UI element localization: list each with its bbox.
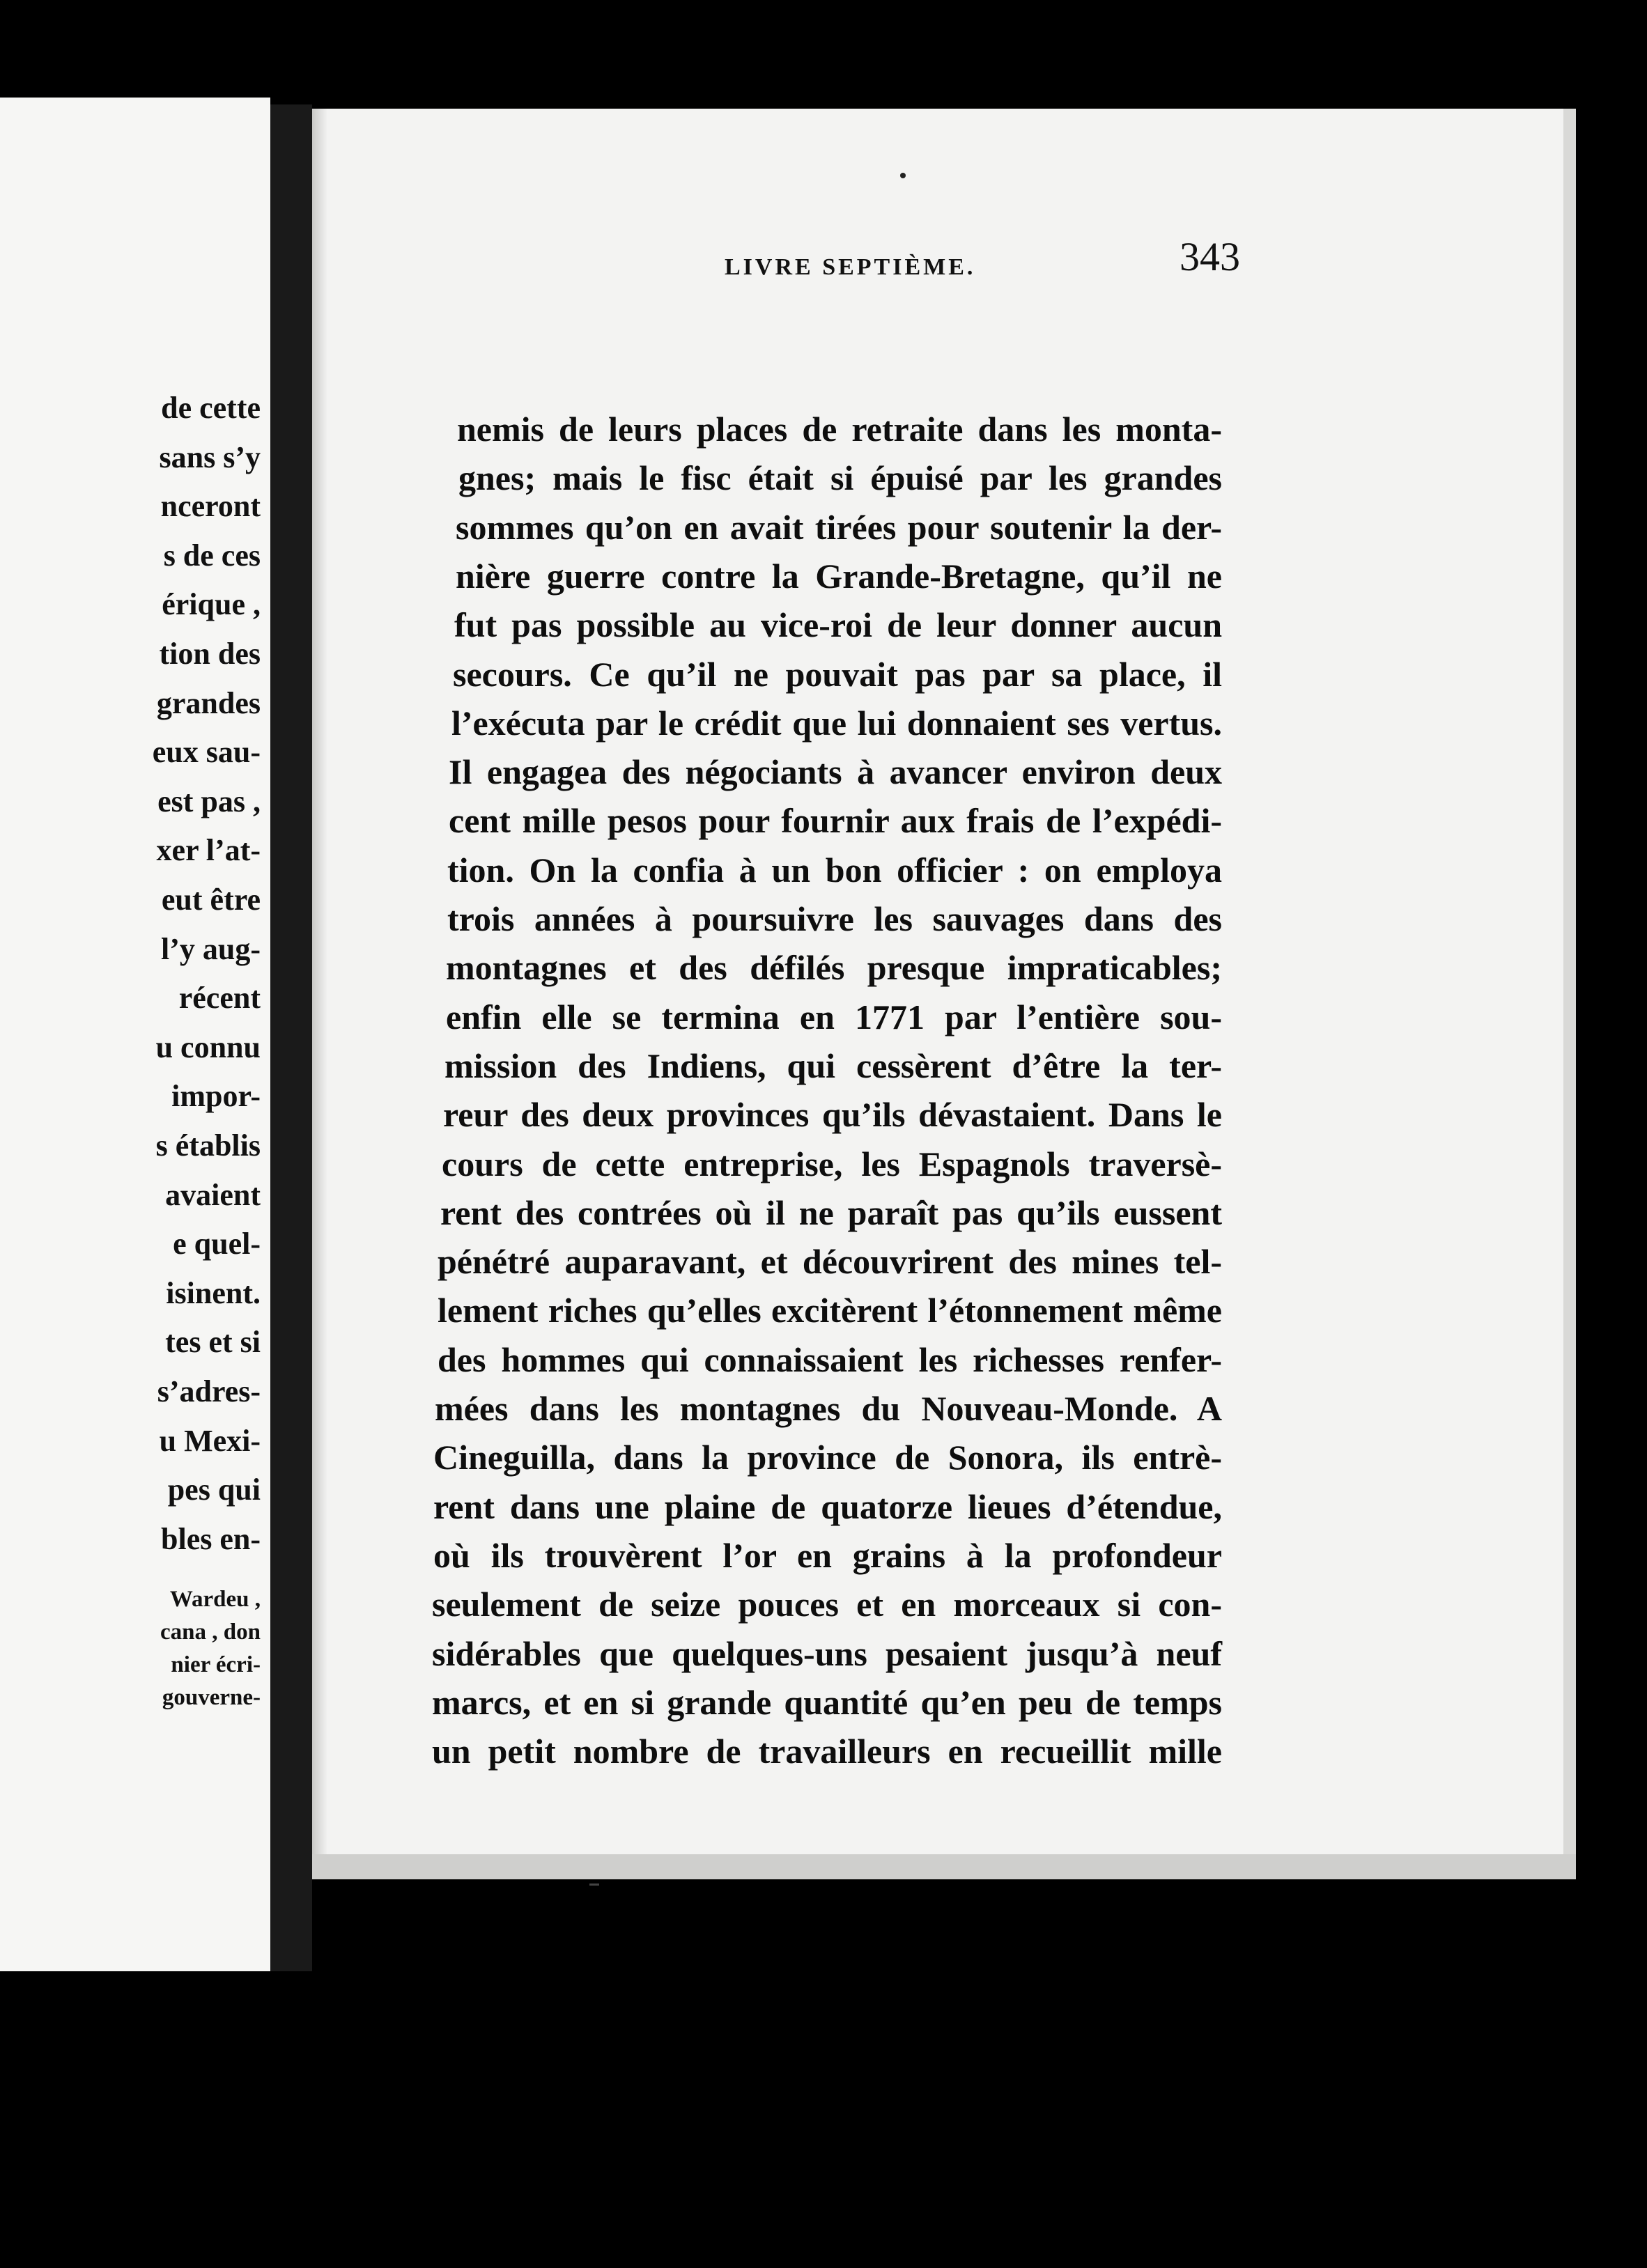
left-page-line: eut être: [161, 883, 261, 917]
body-line: lement riches qu’elles excitèrent l’étonnement même: [438, 1291, 1222, 1330]
body-line: secours. Ce qu’il ne pouvait pas par sa place, il: [453, 654, 1222, 694]
body-line: seulement de seize pouces et en morceaux si con-: [432, 1585, 1222, 1624]
left-page-line: nceront: [160, 489, 261, 524]
body-line: pénétré auparavant, et découvrirent des mines tel-: [438, 1242, 1222, 1282]
left-page-line: u connu: [155, 1030, 261, 1064]
left-page-line: isinent.: [166, 1275, 261, 1310]
left-page-line: s de ces: [163, 538, 261, 573]
body-line: nemis de leurs places de retraite dans les monta-: [457, 410, 1222, 449]
book-spine: [270, 104, 312, 1971]
left-page-line: de cette: [161, 391, 261, 425]
body-line: mission des Indiens, qui cessèrent d’être la ter-: [444, 1046, 1222, 1085]
body-line: mées dans les montagnes du Nouveau-Monde. A: [435, 1389, 1222, 1428]
body-line: montagnes et des défilés presque impraticables;: [446, 948, 1222, 988]
left-page-line: tes et si: [165, 1325, 261, 1360]
body-line: sommes qu’on en avait tirées pour soutenir la der-: [456, 507, 1222, 547]
gutter-shadow: [312, 109, 327, 1854]
left-page-line: grandes: [156, 685, 261, 720]
body-line: nière guerre contre la Grande-Bretagne, qu’il ne: [456, 556, 1222, 596]
left-page-line: sans s’y: [159, 440, 261, 474]
left-page-line: tion des: [159, 637, 261, 671]
page-number: 343: [1180, 234, 1240, 279]
left-page-line: avaient: [165, 1177, 261, 1212]
left-page-footnote-line: nier écri-: [171, 1652, 261, 1677]
body-line: un petit nombre de travailleurs en recueillit mille: [432, 1732, 1222, 1771]
body-line: fut pas possible au vice-roi de leur donner aucun: [454, 605, 1222, 645]
left-page-footnote-line: gouverne-: [162, 1685, 261, 1710]
left-page-line: xer l’at-: [156, 833, 261, 868]
running-head: LIVRE SEPTIÈME.: [725, 254, 976, 280]
body-line: des hommes qui connaissaient les richesses renfer-: [438, 1339, 1222, 1379]
body-line: rent dans une plaine de quatorze lieues d’étendue,: [433, 1486, 1222, 1526]
left-page-line: érique ,: [162, 587, 261, 622]
left-page-line: s établis: [155, 1128, 261, 1163]
left-page-line: l’y aug-: [161, 931, 261, 966]
left-page-line: u Mexi-: [159, 1423, 261, 1458]
body-line: trois années à poursuivre les sauvages dans des: [447, 899, 1222, 938]
left-page-footnote-line: cana , don: [160, 1620, 261, 1645]
left-page-line: bles en-: [161, 1521, 261, 1556]
body-line: cent mille pesos pour fournir aux frais de l’expédi-: [449, 801, 1222, 841]
body-line: Cineguilla, dans la province de Sonora, ils entrè-: [433, 1438, 1222, 1477]
body-line: marcs, et en si grande quantité qu’en peu de temps: [432, 1682, 1222, 1722]
left-page-fragment: [0, 98, 270, 1971]
left-page-line: récent: [178, 981, 261, 1016]
left-page-footnote-line: Wardeu ,: [169, 1587, 261, 1612]
left-page-line: impor-: [171, 1079, 261, 1114]
left-page-line: s’adres-: [157, 1374, 261, 1408]
body-line: enfin elle se termina en 1771 par l’entière sou-: [446, 997, 1222, 1036]
body-line: Il engagea des négociants à avancer environ deux: [449, 752, 1222, 792]
body-line: tion. On la confia à un bon officier : on employa: [447, 850, 1222, 890]
page-edge: [312, 1854, 1576, 1879]
body-line: reur des deux provinces qu’ils dévastaient. Dans le: [443, 1095, 1222, 1135]
left-page-line: eux sau-: [152, 735, 261, 770]
body-line: rent des contrées où il ne paraît pas qu’ils eussent: [440, 1193, 1222, 1232]
body-line: cours de cette entreprise, les Espagnols traversè-: [442, 1144, 1222, 1183]
left-page-line: est pas ,: [157, 784, 261, 818]
left-page-line: pes qui: [167, 1473, 261, 1507]
body-line: sidérables que quelques-uns pesaient jusqu’à neuf: [432, 1633, 1222, 1673]
body-line: gnes; mais le fisc était si épuisé par les grandes: [458, 458, 1222, 498]
left-page-line: e quel-: [173, 1227, 261, 1261]
body-line: où ils trouvèrent l’or en grains à la profondeur: [433, 1535, 1222, 1575]
body-line: l’exécuta par le crédit que lui donnaient ses vertus.: [451, 703, 1222, 743]
